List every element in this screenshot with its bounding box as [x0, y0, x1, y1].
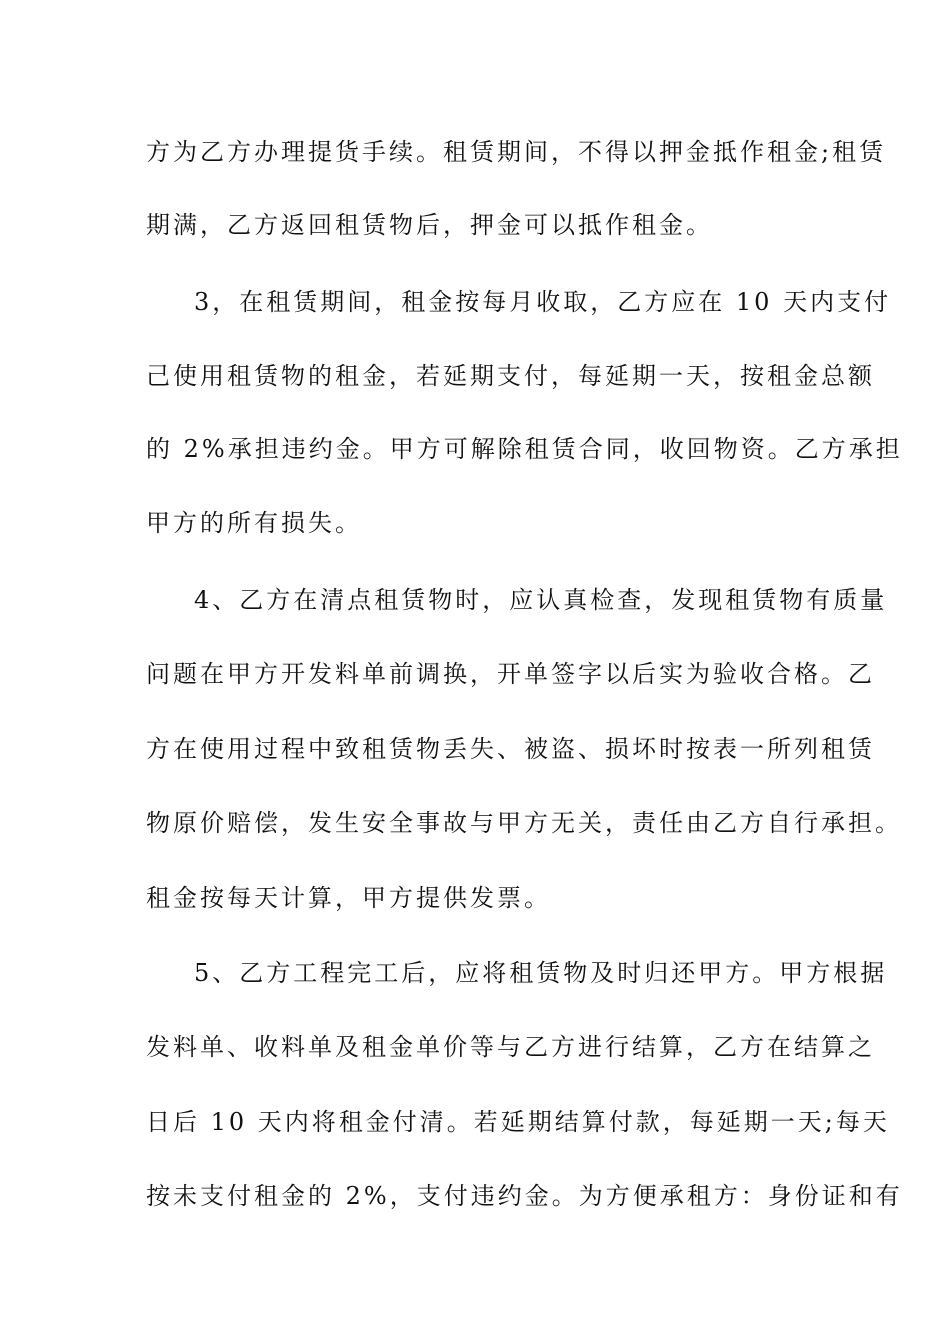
text-line: 甲方的所有损失。 [146, 509, 362, 537]
text-line: 方为乙方办理提货手续。租赁期间，不得以押金抵作租金;租赁 [146, 138, 887, 166]
text-line: 按未支付租金的 2%，支付违约金。为方便承租方：身份证和有 [146, 1182, 903, 1210]
text-line: 方在使用过程中致租赁物丢失、被盗、损坏时按表一所列租赁 [146, 735, 875, 763]
paragraph-5-start: 5、乙方工程完工后，应将租赁物及时归还甲方。甲方根据 [194, 959, 888, 987]
text-line: 日后 10 天内将租金付清。若延期结算付款，每延期一天;每天 [146, 1108, 890, 1136]
text-line: 己使用租赁物的租金，若延期支付，每延期一天，按租金总额 [146, 362, 875, 390]
text-line: 发料单、收料单及租金单价等与乙方进行结算，乙方在结算之 [146, 1033, 875, 1061]
text-line: 的 2%承担违约金。甲方可解除租赁合同，收回物资。乙方承担 [146, 435, 903, 463]
paragraph-4-start: 4、乙方在清点租赁物时，应认真检查，发现租赁物有质量 [194, 586, 888, 614]
paragraph-3-start: 3，在租赁期间，租金按每月收取，乙方应在 10 天内支付 [194, 288, 892, 316]
text-line: 租金按每天计算，甲方提供发票。 [146, 884, 551, 912]
text-line: 问题在甲方开发料单前调换，开单签字以后实为验收合格。乙 [146, 660, 875, 688]
text-line: 物原价赔偿，发生安全事故与甲方无关，责任由乙方自行承担。 [146, 809, 902, 837]
text-line: 期满，乙方返回租赁物后，押金可以抵作租金。 [146, 211, 713, 239]
